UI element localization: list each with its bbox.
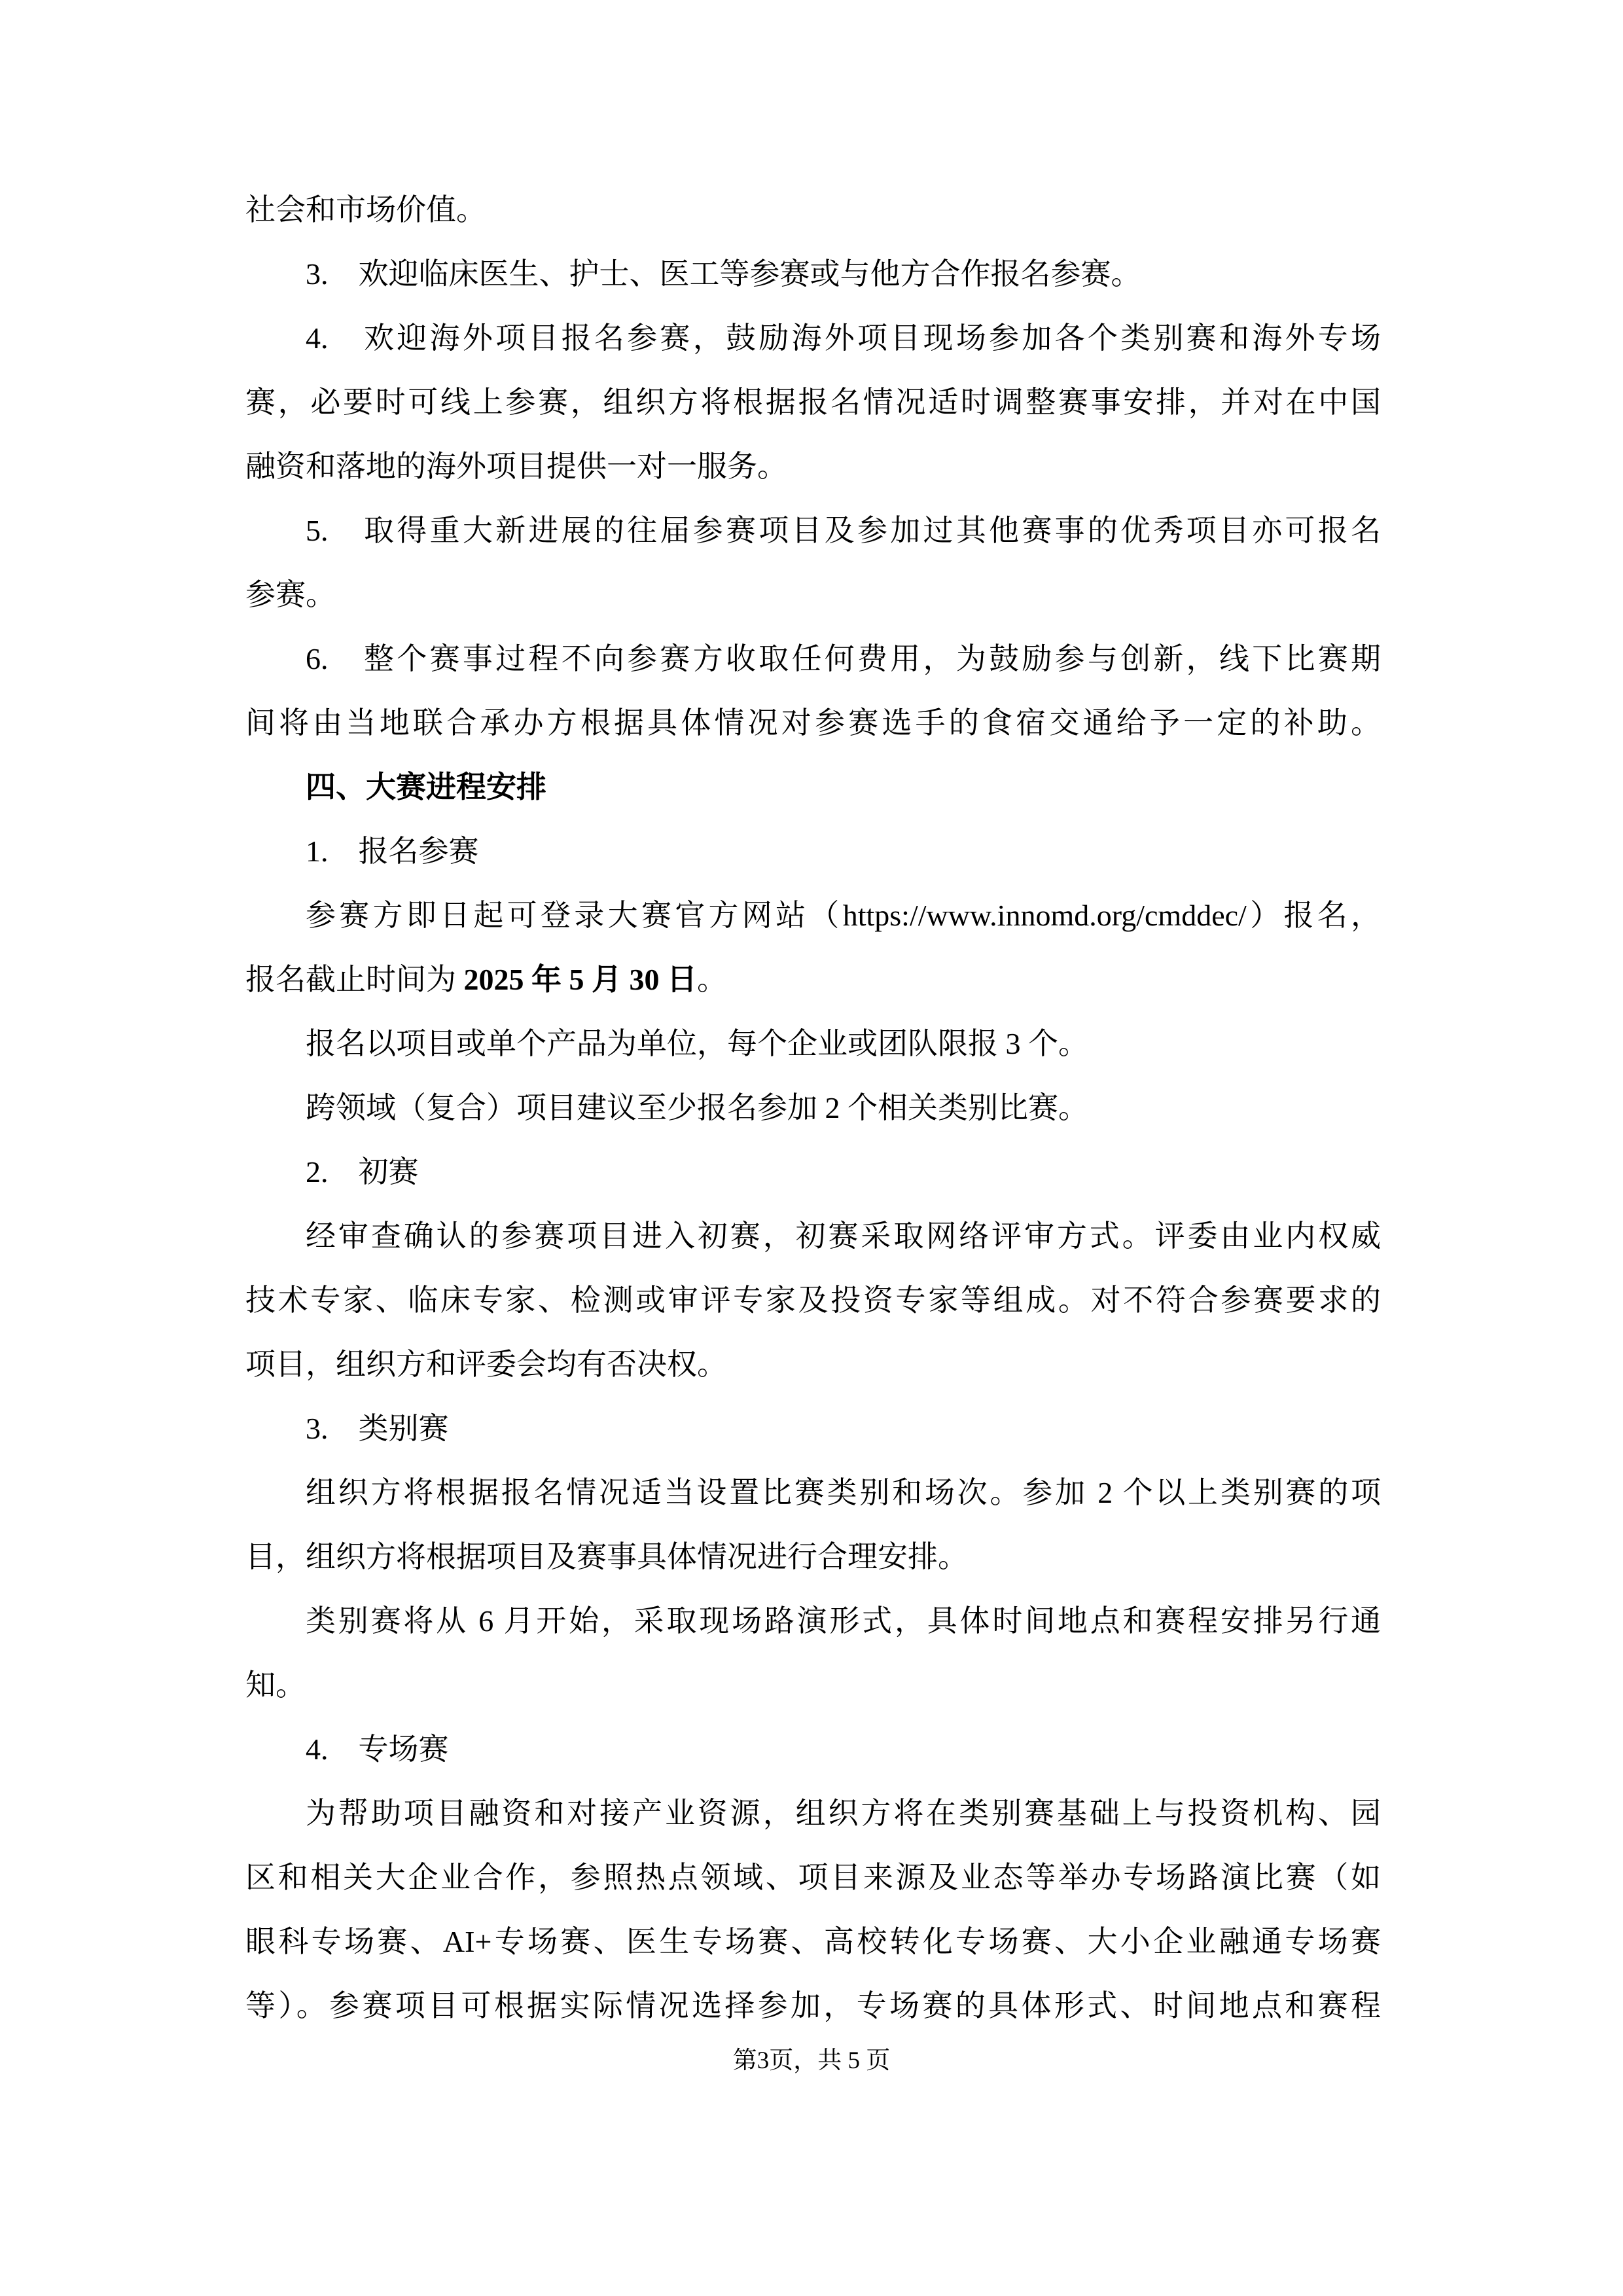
bold-text-run: 四、大赛进程安排 [306, 770, 546, 804]
text-line [245, 1397, 1381, 1461]
bold-text-run: 2025 年 5 月 30 日 [463, 963, 697, 996]
text-line [245, 1717, 1381, 1782]
text-line [245, 435, 1381, 499]
text-run: 技术专家、临床专家、检测或审评专家及投资专家等组成。对不符合参赛要求的 [245, 1283, 1381, 1317]
text-run: 4. 欢迎海外项目报名参赛，鼓励海外项目现场参加各个类别赛和海外专场 [306, 321, 1381, 355]
text-line [245, 1140, 1381, 1204]
text-run: 间将由当地联合承办方根据具体情况对参赛选手的食宿交通给予一定的补助。 [245, 706, 1381, 740]
text-line [245, 1846, 1381, 1910]
text-line [245, 1204, 1381, 1268]
text-line [245, 755, 1381, 819]
text-line [245, 1589, 1381, 1653]
text-line [245, 178, 1381, 242]
page-footer: 第3页，共 5 页 [732, 2047, 891, 2074]
text-run: 知。 [245, 1668, 306, 1702]
text-line [245, 306, 1381, 370]
text-run: 参赛方即日起可登录大赛官方网站（https://www.innomd.org/cmddec/）报名， [306, 899, 1381, 932]
text-run: 跨领域（复合）项目建议至少报名参加 2 个相关类别比赛。 [306, 1091, 1088, 1124]
text-line [245, 1525, 1381, 1589]
text-run: 3. 类别赛 [306, 1412, 449, 1445]
text-run: 目，组织方将根据项目及赛事具体情况进行合理安排。 [245, 1540, 968, 1573]
text-run: 组织方将根据报名情况适当设置比赛类别和场次。参加 2 个以上类别赛的项 [306, 1476, 1381, 1509]
text-run: 4. 专场赛 [306, 1732, 449, 1766]
text-line [245, 1653, 1381, 1717]
text-line [245, 1974, 1381, 2038]
text-line [245, 1333, 1381, 1397]
text-line [245, 948, 1381, 1012]
text-line [245, 1782, 1381, 1846]
text-run: 融资和落地的海外项目提供一对一服务。 [245, 450, 787, 483]
text-run: 报名以项目或单个产品为单位，每个企业或团队限报 3 个。 [306, 1027, 1088, 1060]
text-run: 报名截止时间为 [245, 963, 464, 996]
text-line [245, 499, 1381, 563]
text-run: 为帮助项目融资和对接产业资源，组织方将在类别赛基础上与投资机构、园 [306, 1797, 1381, 1830]
text-line [245, 1268, 1381, 1333]
text-run: 2. 初赛 [306, 1155, 419, 1189]
text-run: 6. 整个赛事过程不向参赛方收取任何费用，为鼓励参与创新，线下比赛期 [306, 642, 1381, 675]
text-line [245, 370, 1381, 435]
text-line [245, 242, 1381, 306]
text-run: 社会和市场价值。 [245, 193, 486, 226]
text-run: 参赛。 [245, 578, 336, 611]
text-line [245, 1076, 1381, 1140]
text-run: 眼科专场赛、AI+专场赛、医生专场赛、高校转化专场赛、大小企业融通专场赛 [245, 1925, 1381, 1958]
text-run: 1. 报名参赛 [306, 834, 479, 868]
text-line [245, 1012, 1381, 1076]
text-run: 5. 取得重大新进展的往届参赛项目及参加过其他赛事的优秀项目亦可报名 [306, 514, 1381, 547]
text-line [245, 627, 1381, 691]
text-line [245, 563, 1381, 627]
text-line [245, 1910, 1381, 1974]
text-line [245, 1461, 1381, 1525]
text-run: 项目，组织方和评委会均有否决权。 [245, 1348, 727, 1381]
text-run: 等）。参赛项目可根据实际情况选择参加，专场赛的具体形式、时间地点和赛程 [245, 1989, 1381, 2022]
text-line [245, 884, 1381, 948]
text-run: 3. 欢迎临床医生、护士、医工等参赛或与他方合作报名参赛。 [306, 257, 1141, 291]
text-line [245, 691, 1381, 755]
text-run: 区和相关大企业合作，参照热点领域、项目来源及业态等举办专场路演比赛（如 [245, 1861, 1381, 1894]
text-run: 类别赛将从 6 月开始，采取现场路演形式，具体时间地点和赛程安排另行通 [306, 1604, 1381, 1638]
text-run: 。 [697, 963, 727, 996]
document-body [245, 178, 1381, 2038]
text-line [245, 819, 1381, 884]
text-run: 经审查确认的参赛项目进入初赛，初赛采取网络评审方式。评委由业内权威 [306, 1219, 1381, 1253]
text-run: 赛，必要时可线上参赛，组织方将根据报名情况适时调整赛事安排，并对在中国 [245, 386, 1381, 419]
